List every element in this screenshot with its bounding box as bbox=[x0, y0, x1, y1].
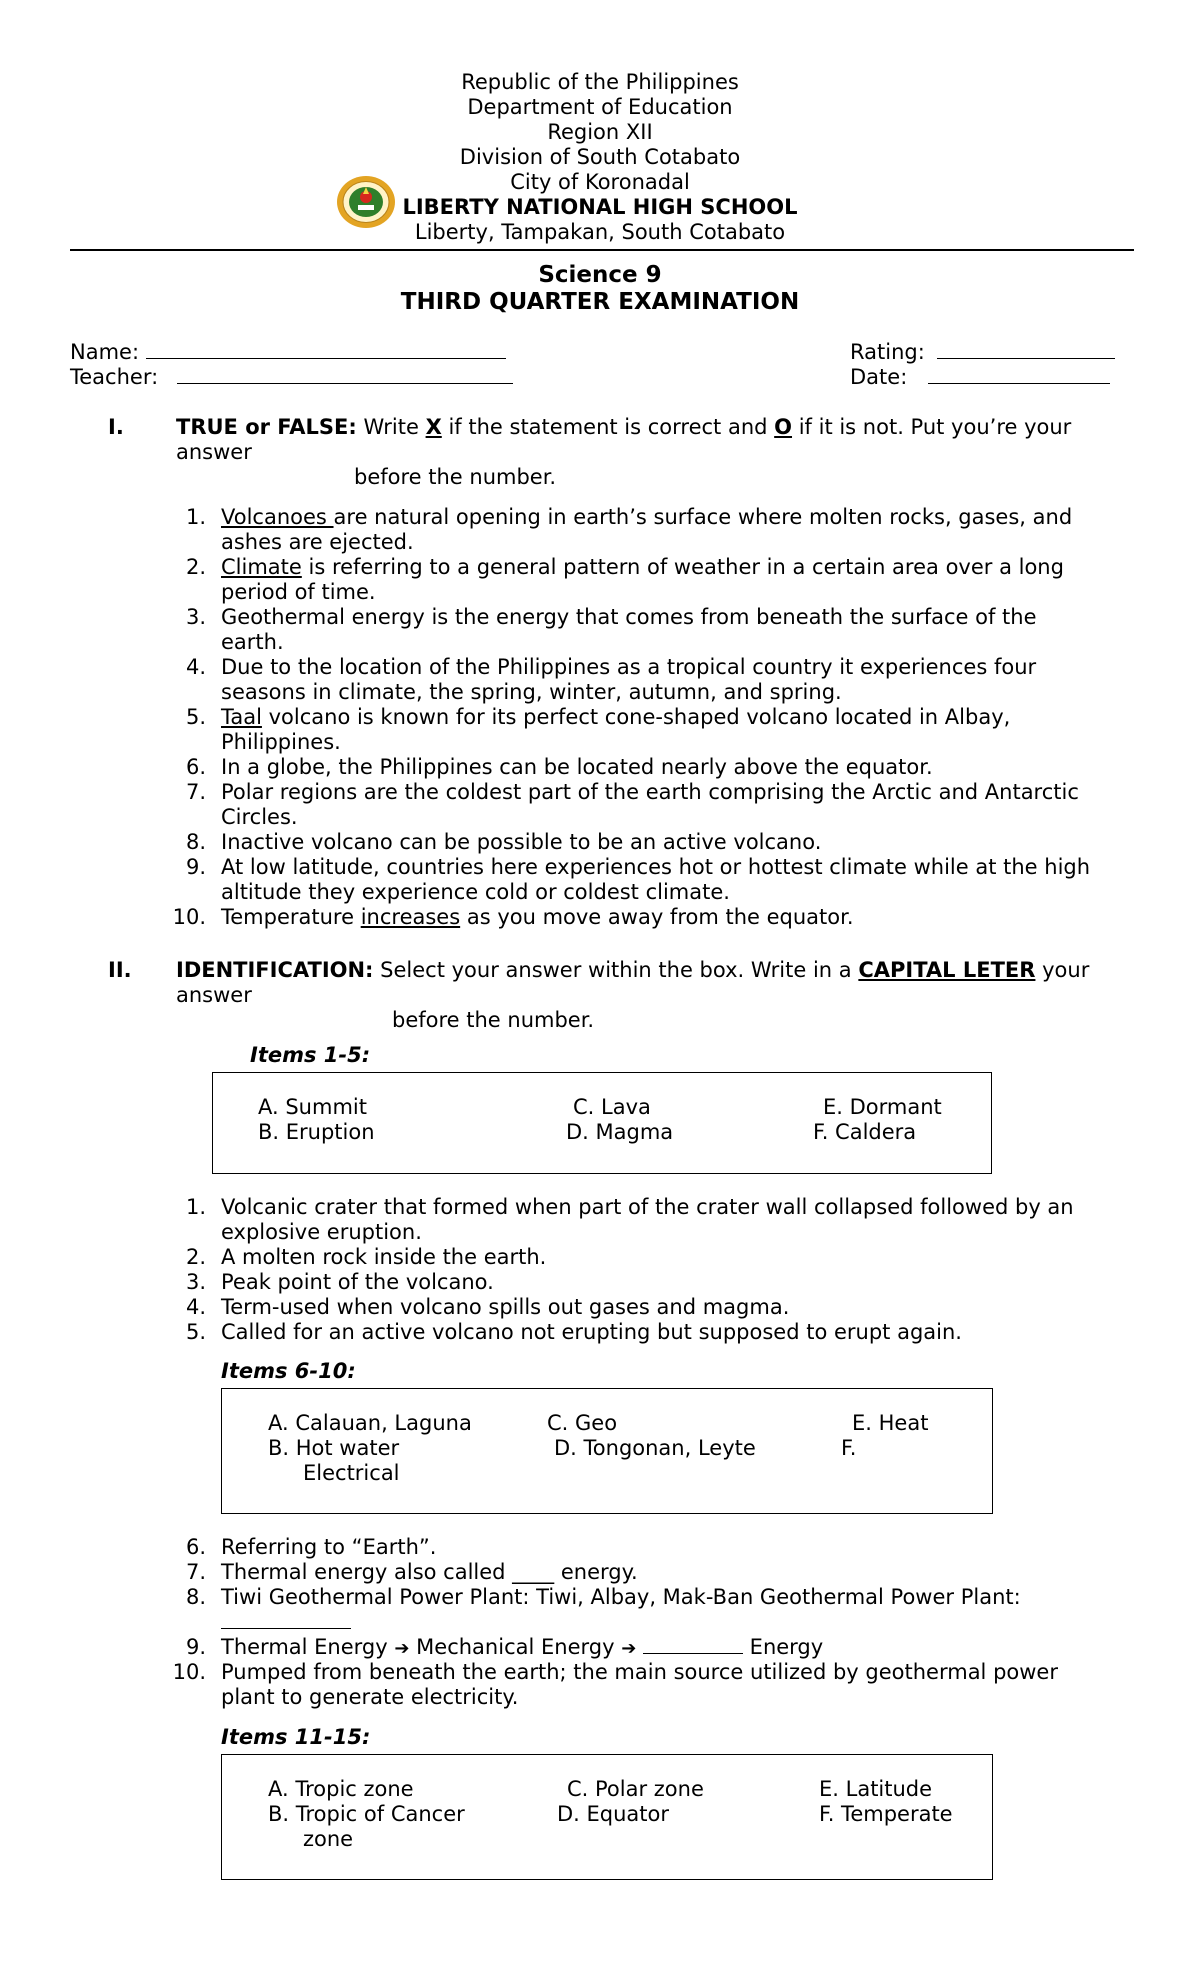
choice-item: E. Dormant bbox=[823, 1095, 942, 1119]
item-text: Called for an active volcano not erupting but supposed to erupt again. bbox=[221, 1320, 962, 1344]
choice-item: B. Hot water bbox=[268, 1436, 400, 1460]
part1-instruction bbox=[176, 415, 1071, 439]
part2-heading: IDENTIFICATION: bbox=[176, 958, 374, 982]
item-number: 5. bbox=[185, 705, 206, 729]
choice-item: F. Caldera bbox=[813, 1120, 917, 1144]
item-number: 1. bbox=[185, 505, 206, 529]
item-text: Tiwi Geothermal Power Plant: Tiwi, Albay, Mak-Ban Geothermal Power Plant: bbox=[221, 1585, 1021, 1609]
tf-item-underlined: increases bbox=[360, 905, 461, 929]
choice-item: F. Temperate bbox=[819, 1802, 953, 1826]
tf-item-continued: altitude they experience cold or coldest climate. bbox=[221, 880, 730, 904]
tf-item-underlined: Climate bbox=[221, 555, 302, 579]
part1-instr-c: if it is not. Put you’re your bbox=[798, 415, 1072, 439]
tf-item-body: is referring to a general pattern of weather in a certain area over a long bbox=[301, 555, 1064, 579]
part2-roman: II. bbox=[108, 958, 132, 982]
name-blank[interactable] bbox=[146, 340, 506, 359]
choice-item: A. Tropic zone bbox=[268, 1777, 414, 1801]
date-blank[interactable] bbox=[928, 365, 1110, 384]
tf-item-text bbox=[221, 755, 933, 779]
items-1-5-label: Items 1-5: bbox=[250, 1043, 371, 1067]
part1-instr-before: before the number. bbox=[354, 465, 557, 489]
tf-item-text bbox=[221, 505, 1072, 529]
tf-item-continued: earth. bbox=[221, 630, 284, 654]
header-line-division: Division of South Cotabato bbox=[459, 145, 741, 169]
choice-item: D. Magma bbox=[566, 1120, 674, 1144]
item-number: 6. bbox=[185, 755, 206, 779]
item-number: 8. bbox=[185, 830, 206, 854]
tf-item-body: are natural opening in earth’s surface where molten rocks, gases, and bbox=[333, 505, 1073, 529]
item-number: 3. bbox=[185, 1270, 206, 1294]
choice-item: B. Eruption bbox=[258, 1120, 375, 1144]
item-text: Peak point of the volcano. bbox=[221, 1270, 494, 1294]
item-number: 1. bbox=[185, 1195, 206, 1219]
item-number: 10. bbox=[172, 905, 206, 929]
part1-roman: I. bbox=[108, 415, 124, 439]
item-number: 6. bbox=[185, 1535, 206, 1559]
item-number: 4. bbox=[185, 655, 206, 679]
arrow-right-icon: ➔ bbox=[621, 1638, 637, 1659]
tf-item-continued: period of time. bbox=[221, 580, 376, 604]
item-number: 3. bbox=[185, 605, 206, 629]
name-field[interactable] bbox=[70, 340, 506, 364]
tf-item-text bbox=[221, 780, 1079, 804]
tf-item-underlined: Taal bbox=[221, 705, 262, 729]
tf-item-continued: ashes are ejected. bbox=[221, 530, 414, 554]
tf-item-underlined: Volcanoes bbox=[221, 505, 334, 529]
items-11-15-label: Items 11-15: bbox=[221, 1725, 371, 1749]
item-number: 9. bbox=[185, 1635, 206, 1659]
choice-item: A. Calauan, Laguna bbox=[268, 1411, 472, 1435]
date-label: Date: bbox=[850, 365, 908, 389]
exam-title: THIRD QUARTER EXAMINATION bbox=[400, 289, 800, 315]
tf-item-text bbox=[221, 905, 854, 929]
item-number: 8. bbox=[185, 1585, 206, 1609]
item-text: Referring to “Earth”. bbox=[221, 1535, 437, 1559]
choice-item: Electrical bbox=[303, 1461, 400, 1485]
part2-instr-answer: answer bbox=[176, 983, 252, 1007]
item-text: A molten rock inside the earth. bbox=[221, 1245, 547, 1269]
tf-item-continued: seasons in climate, the spring, winter, autumn, and spring. bbox=[221, 680, 842, 704]
choice-item: D. Tongonan, Leyte bbox=[554, 1436, 756, 1460]
date-field[interactable] bbox=[850, 365, 1110, 389]
tf-item-text bbox=[221, 830, 821, 854]
item-text-continued: explosive eruption. bbox=[221, 1220, 422, 1244]
item-9-mechanical: Mechanical Energy bbox=[416, 1635, 615, 1659]
part1-instr-answer: answer bbox=[176, 440, 252, 464]
item-number: 7. bbox=[185, 780, 206, 804]
item-number: 9. bbox=[185, 855, 206, 879]
header-line-region: Region XII bbox=[547, 120, 653, 144]
item-9-answer-blank[interactable] bbox=[643, 1635, 743, 1654]
part1-mark-o: O bbox=[774, 415, 793, 439]
name-label: Name: bbox=[70, 340, 140, 364]
choices-box-1 bbox=[212, 1072, 992, 1174]
choice-item: zone bbox=[303, 1827, 354, 1851]
item-number: 7. bbox=[185, 1560, 206, 1584]
choice-item: C. Lava bbox=[573, 1095, 651, 1119]
item-text: Thermal energy also called ____ energy. bbox=[221, 1560, 638, 1584]
part1-instr-a: Write bbox=[363, 415, 419, 439]
tf-item-continued: Philippines. bbox=[221, 730, 341, 754]
item-number: 2. bbox=[185, 1245, 206, 1269]
teacher-field[interactable] bbox=[70, 365, 513, 389]
item-number: 10. bbox=[172, 1660, 206, 1684]
choice-item: D. Equator bbox=[557, 1802, 670, 1826]
choice-item: E. Latitude bbox=[819, 1777, 933, 1801]
item-9-text bbox=[221, 1635, 823, 1659]
school-name: LIBERTY NATIONAL HIGH SCHOOL bbox=[402, 195, 798, 219]
choices-box-2 bbox=[221, 1388, 993, 1514]
arrow-right-icon: ➔ bbox=[394, 1638, 410, 1659]
part1-heading: TRUE or FALSE: bbox=[176, 415, 357, 439]
tf-item-body: Due to the location of the Philippines as a tropical country it experiences four bbox=[221, 655, 1037, 679]
part2-instr-before: before the number. bbox=[392, 1008, 595, 1032]
tf-item-text bbox=[221, 705, 1010, 729]
item-number: 4. bbox=[185, 1295, 206, 1319]
part1-instr-b: if the statement is correct and bbox=[448, 415, 768, 439]
header-line-deped: Department of Education bbox=[467, 95, 733, 119]
tf-item-text bbox=[221, 855, 1090, 879]
tf-item-body: Geothermal energy is the energy that comes from beneath the surface of the bbox=[221, 605, 1037, 629]
choice-item: B. Tropic of Cancer bbox=[268, 1802, 465, 1826]
header-divider bbox=[70, 249, 1134, 251]
part2-instr-b: your bbox=[1042, 958, 1090, 982]
header-line-city: City of Koronadal bbox=[510, 170, 690, 194]
rating-blank[interactable] bbox=[937, 340, 1115, 359]
teacher-label: Teacher: bbox=[70, 365, 159, 389]
tf-item-body: Polar regions are the coldest part of the earth comprising the Arctic and Antarctic bbox=[221, 780, 1079, 804]
part2-capital: CAPITAL LETER bbox=[858, 958, 1036, 982]
item-text: Volcanic crater that formed when part of the crater wall collapsed followed by an bbox=[221, 1195, 1074, 1219]
part2-instruction bbox=[176, 958, 1089, 982]
tf-item-body: as you move away from the equator. bbox=[460, 905, 854, 929]
item-number: 5. bbox=[185, 1320, 206, 1344]
items-6-10-label: Items 6-10: bbox=[221, 1359, 356, 1383]
rating-field[interactable] bbox=[850, 340, 1115, 364]
tf-item-body: volcano is known for its perfect cone-shaped volcano located in Albay, bbox=[261, 705, 1011, 729]
tf-item-text bbox=[221, 655, 1036, 679]
tf-item-body: Temperature bbox=[221, 905, 361, 929]
item-text: Pumped from beneath the earth; the main source utilized by geothermal power bbox=[221, 1660, 1058, 1684]
item-text-continued: plant to generate electricity. bbox=[221, 1685, 519, 1709]
tf-item-text bbox=[221, 605, 1037, 629]
choice-item: A. Summit bbox=[258, 1095, 367, 1119]
choices-box-3 bbox=[221, 1754, 993, 1880]
school-address: Liberty, Tampakan, South Cotabato bbox=[414, 220, 786, 244]
item-9-energy: Energy bbox=[749, 1635, 824, 1659]
item-number: 2. bbox=[185, 555, 206, 579]
item-text: Term-used when volcano spills out gases and magma. bbox=[221, 1295, 790, 1319]
header-line-republic: Republic of the Philippines bbox=[461, 70, 739, 94]
tf-item-body: Inactive volcano can be possible to be an active volcano. bbox=[221, 830, 822, 854]
choice-item: F. bbox=[841, 1436, 857, 1460]
choice-item: C. Geo bbox=[547, 1411, 618, 1435]
choice-item: E. Heat bbox=[852, 1411, 929, 1435]
part1-mark-x: X bbox=[425, 415, 442, 439]
item-8-answer-blank[interactable] bbox=[221, 1610, 351, 1634]
tf-item-body: At low latitude, countries here experiences hot or hottest climate while at the high bbox=[221, 855, 1091, 879]
subject-title: Science 9 bbox=[538, 262, 662, 288]
teacher-blank[interactable] bbox=[177, 365, 513, 384]
item-9-thermal: Thermal Energy bbox=[221, 1635, 388, 1659]
tf-item-continued: Circles. bbox=[221, 805, 298, 829]
tf-item-text bbox=[221, 555, 1064, 579]
part2-instr-a: Select your answer within the box. Write in a bbox=[380, 958, 852, 982]
choice-item: C. Polar zone bbox=[567, 1777, 704, 1801]
tf-item-body: In a globe, the Philippines can be located nearly above the equator. bbox=[221, 755, 933, 779]
rating-label: Rating: bbox=[850, 340, 925, 364]
